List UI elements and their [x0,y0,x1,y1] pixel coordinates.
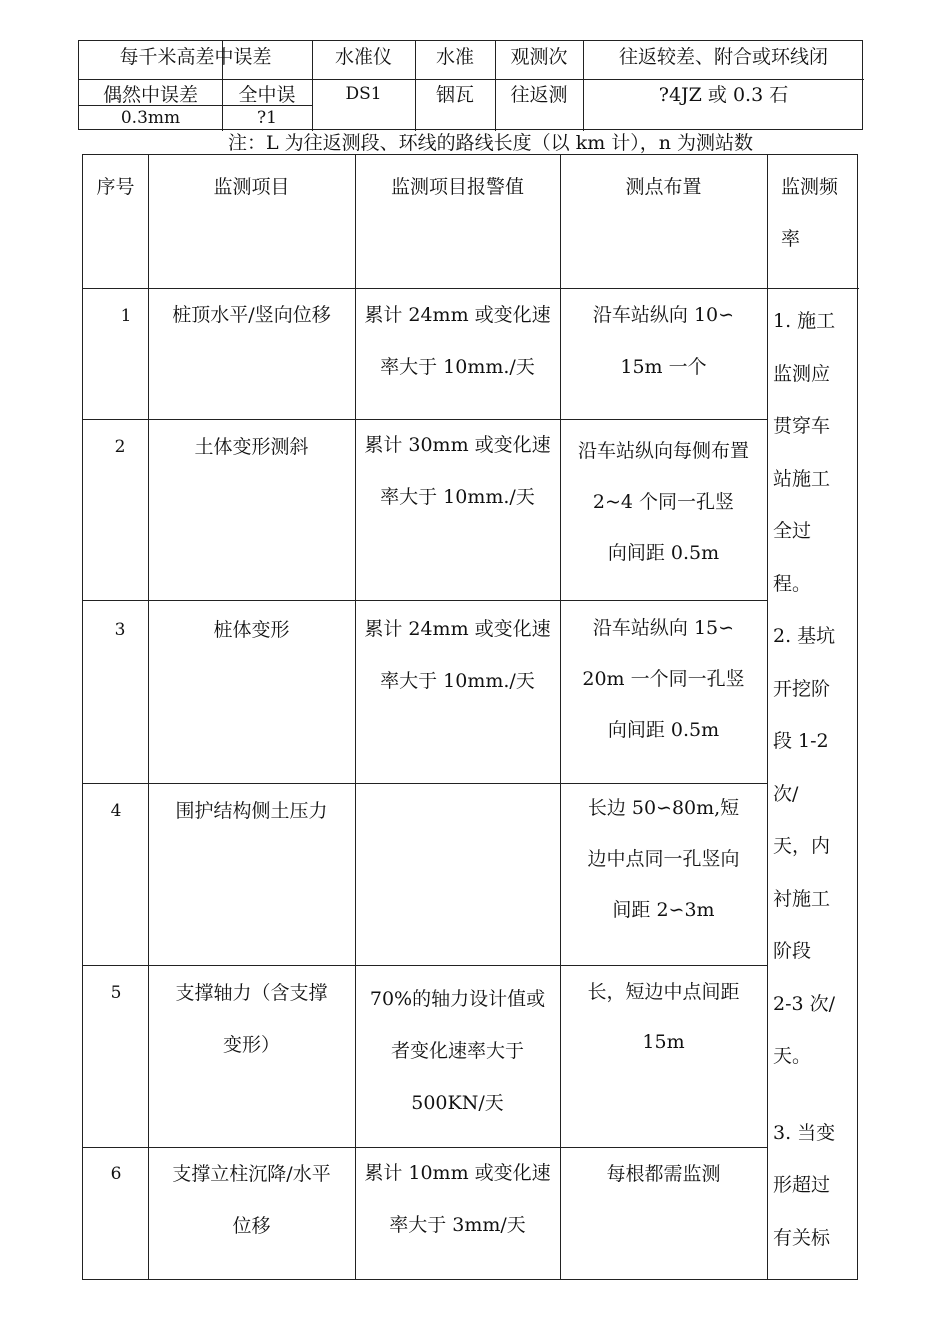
table-cell: 偶然中误差 [102,84,198,106]
grid-line [79,79,864,80]
table-cell: ?1 [257,108,277,128]
grid-line [83,965,767,966]
table-note: 注：L 为往返测段、环线的路线长度（以 km 计），n 为测站数 [228,132,754,154]
row-alarm: 70%的轴力设计值或 者变化速率大于 500KN/天 [369,988,546,1114]
table-cell: ?4JZ 或 0.3 石 [658,84,789,106]
row-points: 长边 50∽80m,短 边中点同一孔竖向 间距 2∽3m [587,797,740,921]
grid-line [83,600,767,601]
row-number: 5 [110,983,122,1003]
table-cell: DS1 [345,84,382,104]
row-points: 沿车站纵向每侧布置 2~4 个同一孔竖 向间距 0.5m [577,440,749,564]
top-accuracy-table [78,40,863,130]
header-alarm: 监测项目报警值 [390,176,524,198]
row-item: 土体变形测斜 [194,436,309,458]
header-item: 监测项目 [213,176,290,198]
row-item: 桩顶水平/竖向位移 [172,304,331,326]
row-number: 2 [114,437,126,457]
header-points: 测点布置 [625,176,702,198]
row-number: 1 [120,306,132,326]
grid-line [767,155,768,1279]
row-alarm: 累计 24mm 或变化速 率大于 10mm./天 [364,618,551,692]
table-cell: 铟瓦 [435,84,474,106]
frequency-cell: 1. 施工 监测应 贯穿车 站施工 全过 程。 2. 基坑 开挖阶 段 1-2 次/ 天，内 衬施工 阶段 2-3 次/ 天。 3. 当变 形超过 有关标 [773,310,836,1249]
row-points: 每根都需监测 [606,1163,721,1185]
table-cell: 0.3mm [120,108,181,128]
row-item: 桩体变形 [213,619,290,641]
row-item: 支撑立柱沉降/水平 位移 [172,1163,331,1237]
table-cell: 往返测 [510,84,568,106]
row-item: 支撑轴力（含支撑 变形） [175,982,328,1056]
row-number: 3 [114,620,126,640]
header-cell: 观测次 [510,46,568,68]
header-cell: 水准仪 [334,46,392,68]
row-item: 围护结构侧土压力 [175,800,328,822]
row-points: 沿车站纵向 10∽ 15m 一个 [592,304,735,378]
row-points: 沿车站纵向 15∽ 20m 一个同一孔竖 向间距 0.5m [582,617,745,741]
row-points: 长，短边中点间距 15m [587,981,740,1053]
header-cell: 水准 [435,46,474,68]
row-number: 6 [110,1164,122,1184]
header-seq: 序号 [96,176,135,198]
row-number: 4 [110,801,122,821]
row-alarm: 累计 30mm 或变化速 率大于 10mm./天 [364,434,551,508]
row-alarm: 累计 24mm 或变化速 率大于 10mm./天 [364,304,551,378]
header-frequency: 监测频 率 [781,176,839,250]
table-cell: 全中误 [238,84,296,106]
monitoring-table [82,154,858,1280]
row-alarm: 累计 10mm 或变化速 率大于 3mm/天 [364,1162,551,1236]
header-cell: 每千米高差中误差 [119,46,272,68]
header-cell: 往返较差、附合或环线闭 [618,46,828,68]
